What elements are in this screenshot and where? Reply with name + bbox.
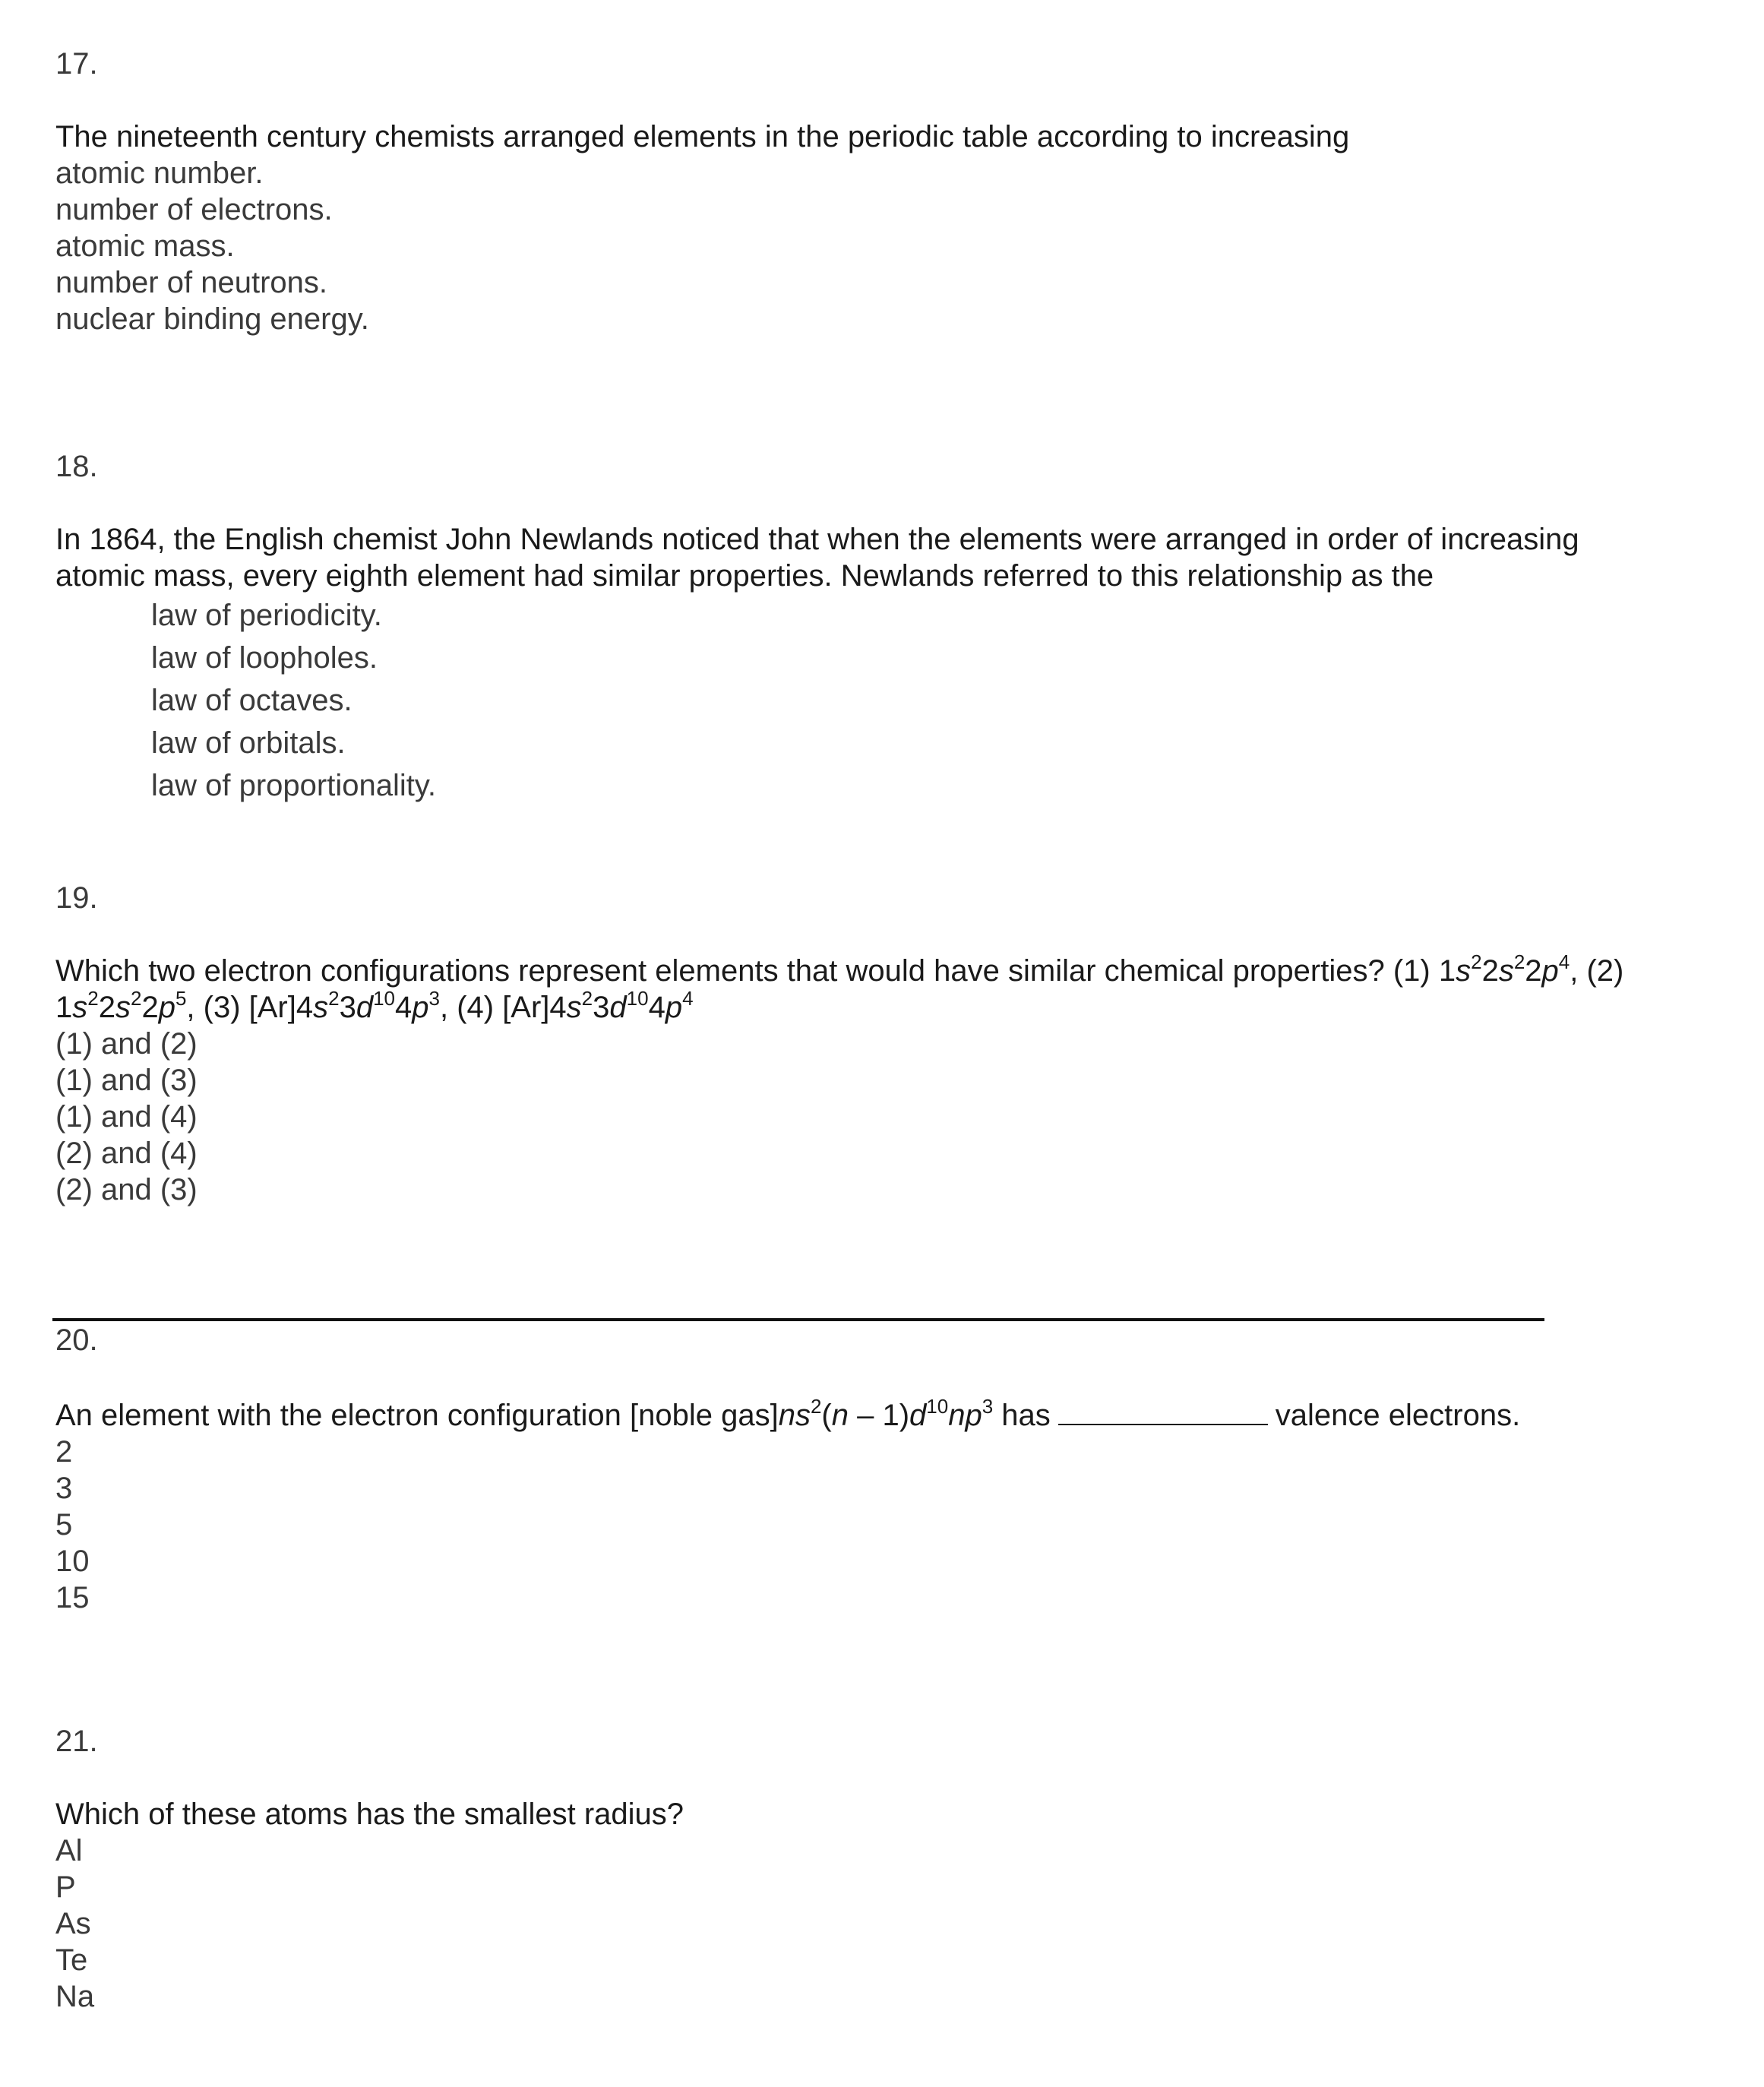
answer-choice: nuclear binding energy. [55,302,369,336]
stem-text-end: valence electrons. [1275,1399,1521,1432]
question-21 [55,1723,1727,2015]
answer-choice: (1) and (2) [55,1027,198,1061]
answer-choices [55,594,1727,807]
answer-choice: number of neutrons. [55,266,327,299]
answer-choice: law of proportionality. [151,769,436,802]
question-stem: Which two electron configurations represent elements that would have similar chemical properties? (1) $1s^22s^22p^4$, (2) $1s^22s^22p^5$, (3) $[Ar]4s^23d^{10}4p^3$, (4) $[Ar]4s^23d^{10}4p^4$ [55,950,1624,1024]
answer-choice: Na [55,1980,95,2013]
question-17 [55,46,1727,337]
answer-choice: atomic mass. [55,229,235,263]
stem-text: Which two electron configurations represent elements that would have similar chemical properties? (1) 1 [55,954,1456,988]
answer-choice: 2 [55,1435,73,1469]
answer-choice: (1) and (4) [55,1100,198,1134]
section-divider [52,1318,1544,1321]
answer-choice: law of periodicity. [151,599,382,632]
answer-choice: 5 [55,1508,73,1542]
answer-choices [55,1434,1727,1616]
answer-choice: 10 [55,1545,90,1578]
answer-choice: law of loopholes. [151,641,378,675]
question-stem-line-2: atomic mass, every eighth element had similar properties. Newlands referred to this relationship as the [55,559,1434,593]
question-18 [55,448,1727,807]
question-number: 20. [55,1323,98,1357]
answer-choice: (2) and (4) [55,1137,198,1170]
question-number: 19. [55,881,98,915]
question-number: 17. [55,47,98,81]
answer-choice: atomic number. [55,157,264,190]
answer-choice: Te [55,1943,88,1977]
answer-choice: law of orbitals. [151,726,346,760]
answer-choices [55,155,1727,337]
answer-choices [55,1026,1727,1208]
answer-choice: (1) and (3) [55,1064,198,1097]
question-stem-line-1: In 1864, the English chemist John Newlands noticed that when the elements were arranged in order of increasing [55,523,1579,556]
answer-choice: law of octaves. [151,684,352,717]
stem-text-has: has [993,1399,1051,1432]
question-number: 21. [55,1725,98,1758]
question-number: 18. [55,450,98,483]
answer-choice: (2) and (3) [55,1173,198,1206]
answer-choice: number of electrons. [55,193,333,226]
question-20 [55,1322,1727,1616]
answer-choice: P [55,1870,76,1904]
stem-text: An element with the electron configuration [noble gas] [55,1399,779,1432]
answer-choice: 15 [55,1581,90,1614]
answer-choices [55,1832,1727,2015]
fill-in-blank [1058,1395,1268,1425]
question-stem: Which of these atoms has the smallest radius? [55,1798,684,1831]
answer-choice: Al [55,1834,83,1867]
question-stem: An element with the electron configuration [noble $gas]ns^2(n - 1)d^{10}np^3$ has valence electrons. [55,1395,1521,1432]
question-stem: The nineteenth century chemists arranged elements in the periodic table according to increasing [55,120,1350,153]
question-19 [55,880,1727,1208]
answer-choice: As [55,1907,91,1940]
answer-choice: 3 [55,1472,73,1505]
